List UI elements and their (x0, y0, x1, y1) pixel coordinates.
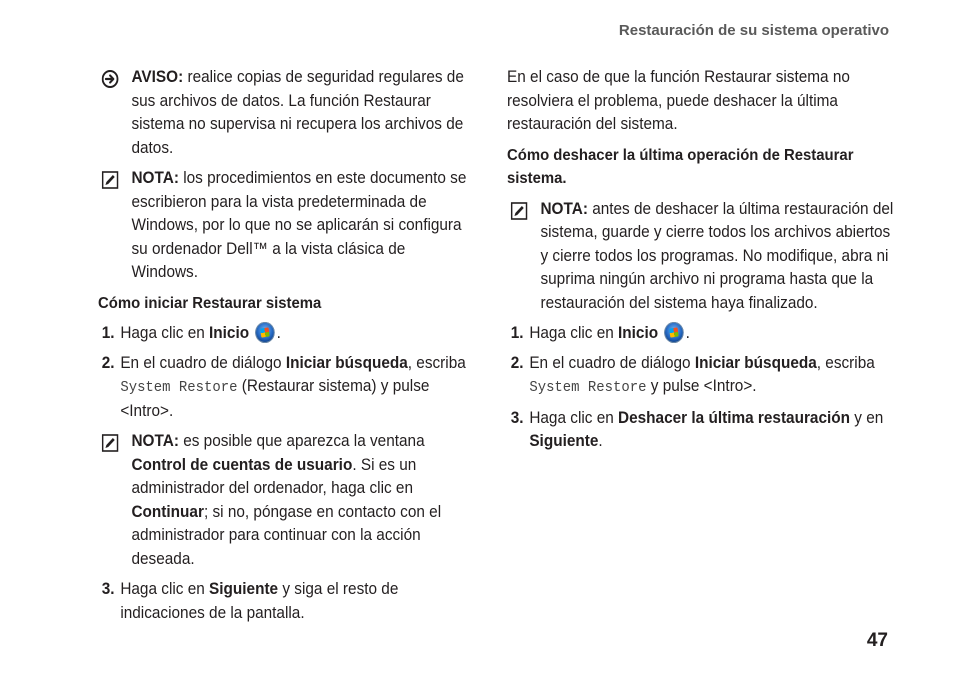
note-block-2 (98, 430, 470, 571)
step-text: Haga clic en (120, 324, 210, 342)
step-text: y pulse <Intro>. (646, 377, 757, 395)
step-text: En el cuadro de diálogo (120, 353, 286, 372)
step-bold: Siguiente (529, 432, 599, 450)
step-bold: Siguiente (209, 580, 279, 598)
note-bold: Control de cuentas de usuario (131, 455, 353, 474)
note-body: es posible que aparezca la ventana (178, 432, 425, 450)
step-bold: Iniciar búsqueda (285, 353, 408, 372)
undo-step-2 (507, 352, 898, 400)
step-number: 1. (510, 324, 524, 342)
notice-block (98, 66, 470, 160)
step-text: . (598, 432, 603, 450)
note-label-1: NOTA: (131, 169, 179, 187)
windows-start-icon (664, 322, 684, 343)
step-text: , escriba (816, 353, 875, 372)
note-block-3 (507, 198, 898, 316)
step-number: 3. (510, 408, 524, 427)
step-text: . (685, 324, 690, 342)
step-text: Haga clic en (529, 324, 619, 342)
command-text: System Restore (529, 379, 647, 396)
note-block-1 (98, 167, 470, 285)
step-text: y en (850, 408, 884, 427)
section-heading-undo-restore: Cómo deshacer la última operación de Restaurar sistema. (507, 146, 854, 187)
step-number: 2. (101, 353, 115, 372)
note-bold: Continuar (131, 502, 204, 521)
notice-text (131, 66, 470, 160)
step-number: 3. (101, 580, 115, 598)
step-text: Haga clic en (120, 580, 210, 598)
note-label-2: NOTA: (131, 432, 179, 450)
step-1 (98, 322, 470, 346)
undo-step-3 (507, 407, 898, 454)
step-text: . (276, 324, 281, 342)
undo-step-1 (507, 322, 898, 346)
note-body-1: los procedimientos en este documento se escribieron para la vista predeterminada de Windows, por lo que no se aplicarán si configura su ordenador Dell™ a la vista clásica de Windows. (131, 169, 467, 281)
command-text: System Restore (120, 379, 238, 396)
step-bold: Inicio (209, 324, 250, 342)
step-text: Haga clic en (529, 408, 619, 427)
step-bold: Deshacer la última restauración (618, 408, 851, 427)
pencil-note-icon (102, 171, 119, 189)
intro-paragraph: En el caso de que la función Restaurar sistema no resolviera el problema, puede deshacer la última restauración del sistema. (507, 68, 850, 133)
note-body-3: antes de deshacer la última restauración del sistema, guarde y cierre todos los archivos abiertos y cierre todos los programas. No modifique, abra ni suprima ningún archivo ni programa hasta que la restauración del sistema haya finalizado. (540, 199, 894, 312)
page-header-title: Restauración de su sistema operativo (618, 22, 889, 39)
step-text: , escriba (407, 353, 466, 372)
step-text: En el cuadro de diálogo (529, 353, 695, 372)
section-heading-start-restore: Cómo iniciar Restaurar sistema (98, 294, 322, 312)
note-text-1 (131, 167, 470, 285)
left-column (98, 66, 470, 625)
page-number: 47 (866, 630, 888, 651)
pencil-note-icon (511, 202, 528, 220)
note-text-3 (540, 198, 897, 316)
note-body: ; si no, póngase en contacto con el administrador para continuar con la acción deseada. (131, 502, 442, 568)
right-column (507, 66, 898, 454)
notice-icon (102, 70, 119, 88)
step-text: y siga el resto de indicaciones de la pantalla. (120, 580, 399, 622)
notice-body: realice copias de seguridad regulares de sus archivos de datos. La función Restaurar sistema no supervisa ni recupera los archivos de datos. (131, 68, 464, 157)
step-3 (98, 578, 470, 625)
step-number: 2. (510, 353, 524, 372)
step-text: (Restaurar sistema) y pulse <Intro>. (120, 377, 430, 420)
step-bold: Inicio (618, 324, 659, 342)
note-text-2 (131, 430, 470, 571)
pencil-note-icon (102, 434, 119, 452)
step-number: 1. (101, 324, 115, 342)
note-label-3: NOTA: (540, 199, 588, 218)
note-body: . Si es un administrador del ordenador, haga clic en (131, 455, 417, 497)
step-bold: Iniciar búsqueda (694, 353, 817, 372)
notice-label: AVISO: (131, 68, 184, 86)
windows-start-icon (255, 322, 275, 343)
step-2 (98, 352, 470, 424)
